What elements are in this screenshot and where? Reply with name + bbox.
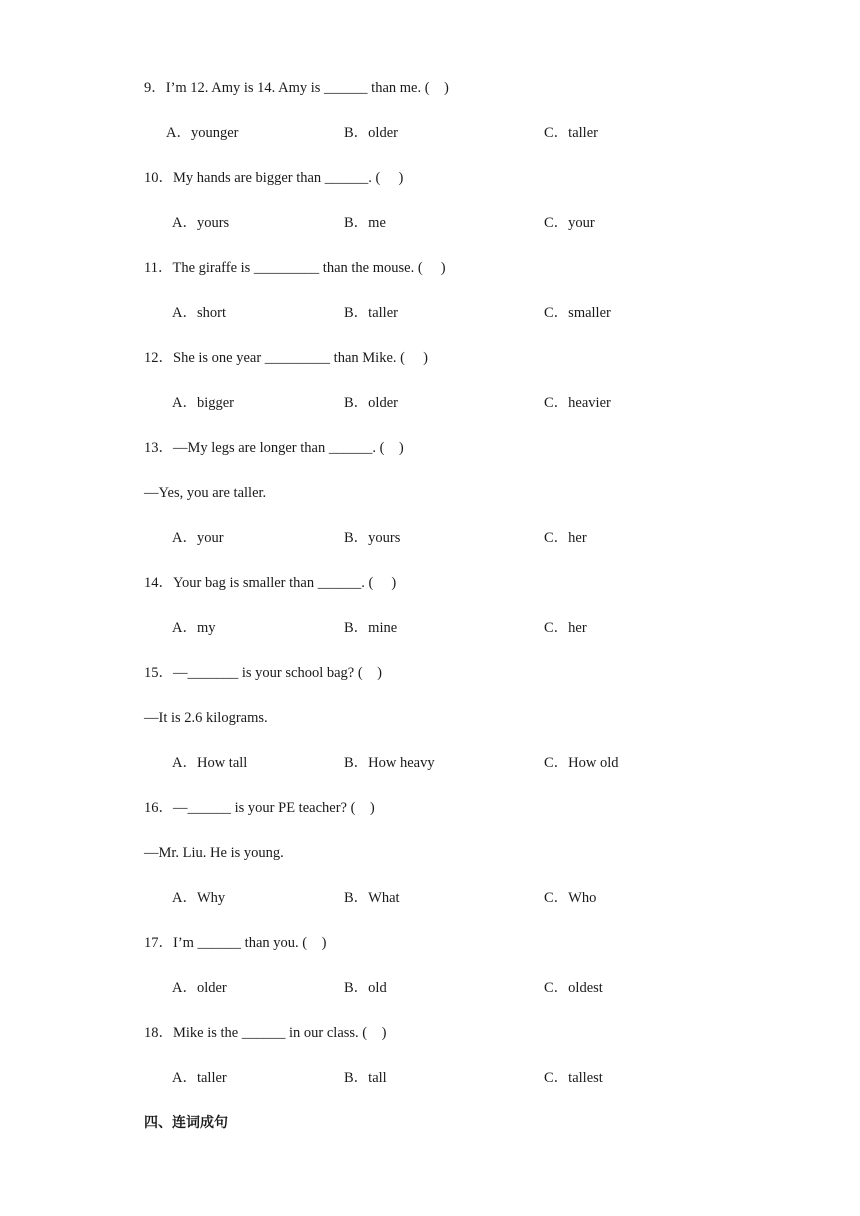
question-14-prompt: 14．Your bag is smaller than ______. ( ) (144, 575, 397, 591)
question-12-option-b[interactable]: B．older (344, 395, 398, 411)
question-10-prompt: 10．My hands are bigger than ______. ( ) (144, 170, 404, 186)
question-14-option-b[interactable]: B．mine (344, 620, 398, 636)
question-17-option-a[interactable]: A．older (172, 980, 227, 996)
question-17-option-b[interactable]: B．old (344, 980, 387, 996)
question-15-option-b[interactable]: B．How heavy (344, 755, 435, 771)
question-13-option-c[interactable]: C．her (544, 530, 587, 546)
question-14-option-c[interactable]: C．her (544, 620, 587, 636)
question-11-option-a[interactable]: A．short (172, 305, 226, 321)
question-9-option-c[interactable]: C．taller (544, 125, 598, 141)
question-15-option-a[interactable]: A．How tall (172, 755, 248, 771)
question-13-response: —Yes, you are taller. (144, 485, 267, 501)
question-9-option-a[interactable]: A．younger (166, 125, 239, 141)
question-9-option-b[interactable]: B．older (344, 125, 398, 141)
question-11-option-b[interactable]: B．taller (344, 305, 398, 321)
question-18-option-a[interactable]: A．taller (172, 1070, 227, 1086)
question-13-option-a[interactable]: A．your (172, 530, 224, 546)
question-10-option-c[interactable]: C．your (544, 215, 595, 231)
question-13-option-b[interactable]: B．yours (344, 530, 401, 546)
question-14-option-a[interactable]: A．my (172, 620, 216, 636)
question-12-option-a[interactable]: A．bigger (172, 395, 235, 411)
question-18-option-b[interactable]: B．tall (344, 1070, 387, 1086)
question-17-prompt: 17．I’m ______ than you. ( ) (144, 935, 327, 951)
question-16-option-c[interactable]: C．Who (544, 890, 597, 906)
question-16-option-b[interactable]: B．What (344, 890, 400, 906)
question-15-response: —It is 2.6 kilograms. (144, 710, 268, 726)
question-12-prompt: 12．She is one year _________ than Mike. ( ) (144, 350, 428, 366)
question-16-response: —Mr. Liu. He is young. (144, 845, 284, 861)
question-9-prompt: 9．I’m 12. Amy is 14. Amy is ______ than me. ( ) (144, 80, 449, 96)
section-heading: 四、连词成句 (144, 1115, 228, 1131)
question-11-option-c[interactable]: C．smaller (544, 305, 611, 321)
question-15-prompt: 15．—_______ is your school bag? ( ) (144, 665, 383, 681)
question-18-prompt: 18．Mike is the ______ in our class. ( ) (144, 1025, 387, 1041)
question-16-option-a[interactable]: A．Why (172, 890, 226, 906)
question-16-prompt: 16．—______ is your PE teacher? ( ) (144, 800, 375, 816)
question-17-option-c[interactable]: C．oldest (544, 980, 603, 996)
question-18-option-c[interactable]: C．tallest (544, 1070, 603, 1086)
question-10-option-a[interactable]: A．yours (172, 215, 230, 231)
question-15-option-c[interactable]: C．How old (544, 755, 619, 771)
question-10-option-b[interactable]: B．me (344, 215, 386, 231)
question-11-prompt: 11．The giraffe is _________ than the mouse. ( ) (144, 260, 446, 276)
question-13-prompt: 13．—My legs are longer than ______. ( ) (144, 440, 404, 456)
question-12-option-c[interactable]: C．heavier (544, 395, 611, 411)
